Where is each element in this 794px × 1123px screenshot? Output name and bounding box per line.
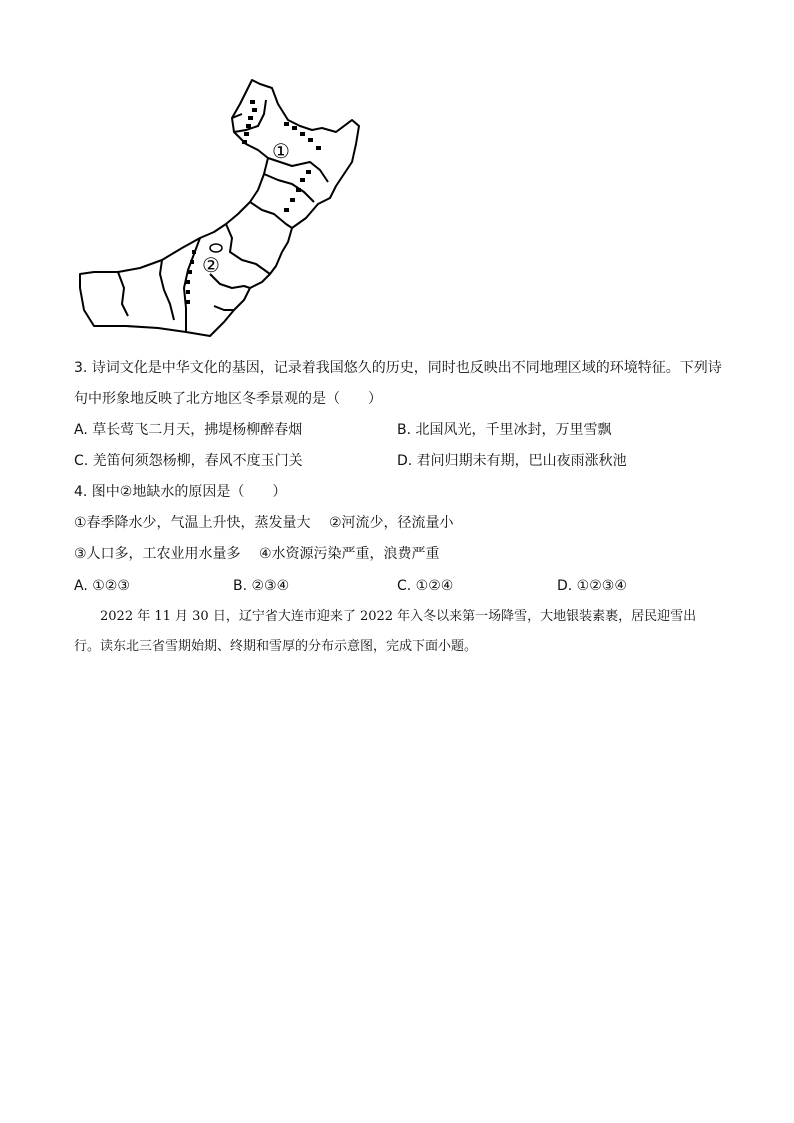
q3-stem-line2: 句中形象地反映了北方地区冬季景观的是（ ） bbox=[74, 391, 382, 407]
q3-stem-line1: 3. 诗词文化是中华文化的基因，记录着我国悠久的历史，同时也反映出不同地理区域的环境特征。下列诗 bbox=[74, 360, 722, 376]
passage-line1: 2022 年 11 月 30 日，辽宁省大连市迎来了 2022 年入冬以来第一场降雪，大地银装素裹，居民迎雪出 bbox=[100, 609, 697, 624]
region-map bbox=[74, 74, 364, 344]
map-label-1: ① bbox=[272, 139, 290, 163]
q4-option-a: A. ①②③ bbox=[74, 578, 130, 594]
q4-reasons-line1: ①春季降水少，气温上升快，蒸发量大 ②河流少，径流量小 bbox=[74, 515, 454, 531]
region-map-graphic bbox=[74, 74, 364, 344]
q4-reasons-line2: ③人口多，工农业用水量多 ④水资源污染严重，浪费严重 bbox=[74, 546, 440, 562]
q3-option-d: D. 君问归期未有期，巴山夜雨涨秋池 bbox=[397, 453, 627, 469]
q3-option-a: A. 草长莺飞二月天，拂堤杨柳醉春烟 bbox=[74, 422, 303, 438]
q4-option-c: C. ①②④ bbox=[397, 578, 454, 594]
q4-option-d: D. ①②③④ bbox=[557, 578, 627, 594]
q3-option-b: B. 北国风光，千里冰封，万里雪飘 bbox=[397, 422, 612, 438]
passage bbox=[74, 602, 722, 662]
map-label-2: ② bbox=[202, 253, 220, 277]
q4-stem: 4. 图中②地缺水的原因是（ ） bbox=[74, 484, 287, 500]
q4-option-b: B. ②③④ bbox=[233, 578, 290, 594]
q3-option-c: C. 羌笛何须怨杨柳，春风不度玉门关 bbox=[74, 453, 303, 469]
passage-line2: 行。读东北三省雪期始期、终期和雪厚的分布示意图，完成下面小题。 bbox=[74, 639, 478, 654]
